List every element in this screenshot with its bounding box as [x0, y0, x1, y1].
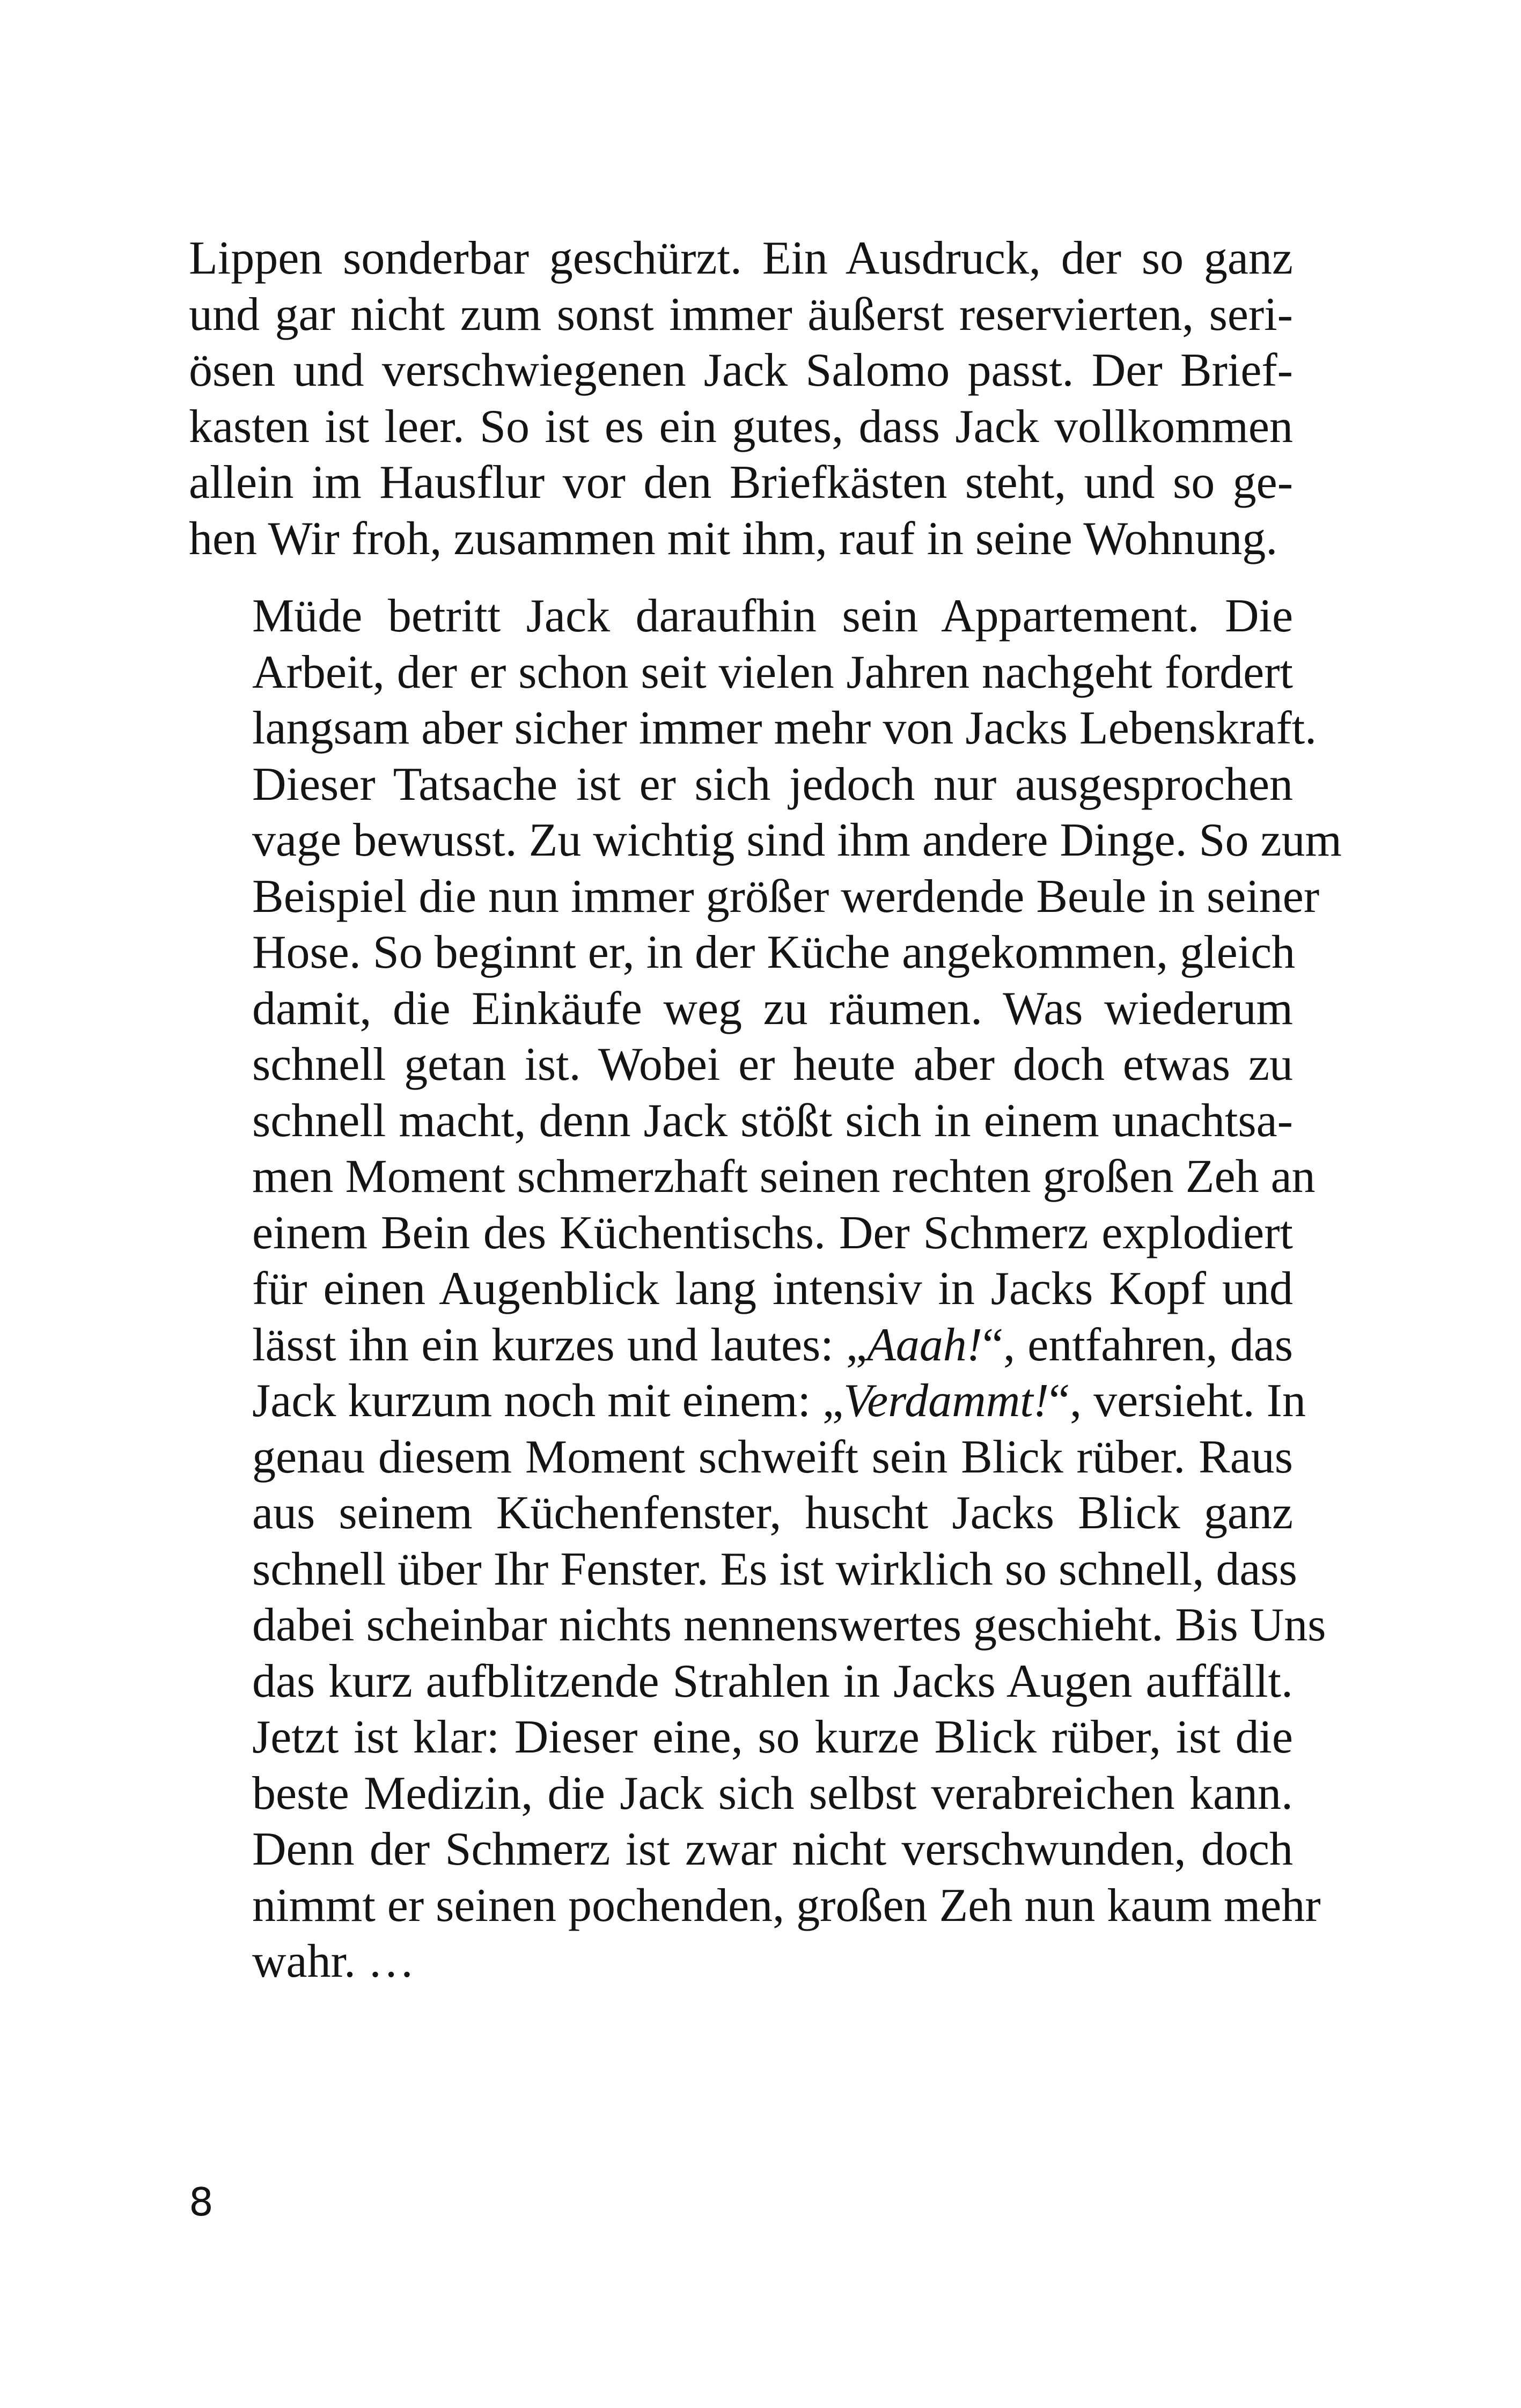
text-line: dabei scheinbar nichts nennenswertes geschieht. Bis Uns [252, 1599, 1326, 1651]
text-line: und gar nicht zum sonst immer äußerst reservierten, seri- [189, 288, 1293, 341]
text-line: beste Medizin, die Jack sich selbst verabreichen kann. [252, 1767, 1293, 1820]
text-line: langsam aber sicher immer mehr von Jacks Lebenskraft. [252, 702, 1317, 754]
text-line: wahr. … [252, 1935, 415, 1987]
text-line: Beispiel die nun immer größer werdende Beule in seiner [252, 870, 1320, 923]
text-segment: lässt ihn ein kurzes und lautes: „ [252, 1319, 867, 1371]
text-line: Hose. So beginnt er, in der Küche angekommen, gleich [252, 926, 1296, 978]
text-line: schnell macht, denn Jack stößt sich in einem unachtsa- [252, 1094, 1293, 1147]
text-line: für einen Augenblick lang intensiv in Jacks Kopf und [252, 1263, 1293, 1315]
text-line [189, 1373, 1306, 1430]
text-line: nimmt er seinen pochenden, großen Zeh nun kaum mehr [252, 1879, 1321, 1932]
text-segment: “, entfahren, das [982, 1319, 1293, 1371]
text-line: Lippen sonderbar geschürzt. Ein Ausdruck, der so ganz [189, 232, 1293, 284]
page-number: 8 [189, 2179, 214, 2225]
text-segment: Jack kurzum noch mit einem: „ [252, 1375, 844, 1427]
text-segment: “, versieht. In [1049, 1375, 1306, 1427]
text-line: vage bewusst. Zu wichtig sind ihm andere Dinge. So zum [252, 814, 1342, 866]
text-line: einem Bein des Küchentischs. Der Schmerz explodiert [252, 1206, 1293, 1259]
text-line: ösen und verschwiegenen Jack Salomo passt. Der Brief- [189, 344, 1293, 396]
text-line: kasten ist leer. So ist es ein gutes, dass Jack vollkommen [189, 400, 1293, 453]
text-line: Denn der Schmerz ist zwar nicht verschwunden, doch [252, 1823, 1293, 1875]
text-line: allein im Hausflur vor den Briefkästen steht, und so ge- [189, 456, 1293, 509]
italic-exclamation: Verdammt! [843, 1375, 1049, 1427]
text-line [189, 1317, 1293, 1374]
paragraph-2 [189, 588, 1342, 1990]
text-line: aus seinem Küchenfenster, huscht Jacks Blick ganz [252, 1487, 1293, 1539]
text-line: Arbeit, der er schon seit vielen Jahren nachgeht fordert [252, 646, 1293, 698]
text-line: damit, die Einkäufe weg zu räumen. Was wiederum [252, 982, 1293, 1035]
text-line: men Moment schmerzhaft seinen rechten großen Zeh an [252, 1151, 1316, 1203]
italic-exclamation: Aaah! [866, 1319, 983, 1371]
text-line: schnell über Ihr Fenster. Es ist wirklich so schnell, dass [252, 1543, 1297, 1595]
text-line: das kurz aufblitzende Strahlen in Jacks Augen auffällt. [252, 1655, 1293, 1707]
text-line: Müde betritt Jack daraufhin sein Appartement. Die [252, 590, 1293, 642]
text-line: Jetzt ist klar: Dieser eine, so kurze Blick rüber, ist die [252, 1711, 1293, 1763]
body-text [189, 231, 1342, 1990]
paragraph-1 [189, 231, 1293, 567]
text-line: genau diesem Moment schweift sein Blick rüber. Raus [252, 1431, 1293, 1483]
text-line: schnell getan ist. Wobei er heute aber doch etwas zu [252, 1039, 1293, 1091]
text-line: hen Wir froh, zusammen mit ihm, rauf in seine Wohnung. [189, 512, 1278, 565]
text-line: Dieser Tatsache ist er sich jedoch nur ausgesprochen [252, 758, 1293, 811]
